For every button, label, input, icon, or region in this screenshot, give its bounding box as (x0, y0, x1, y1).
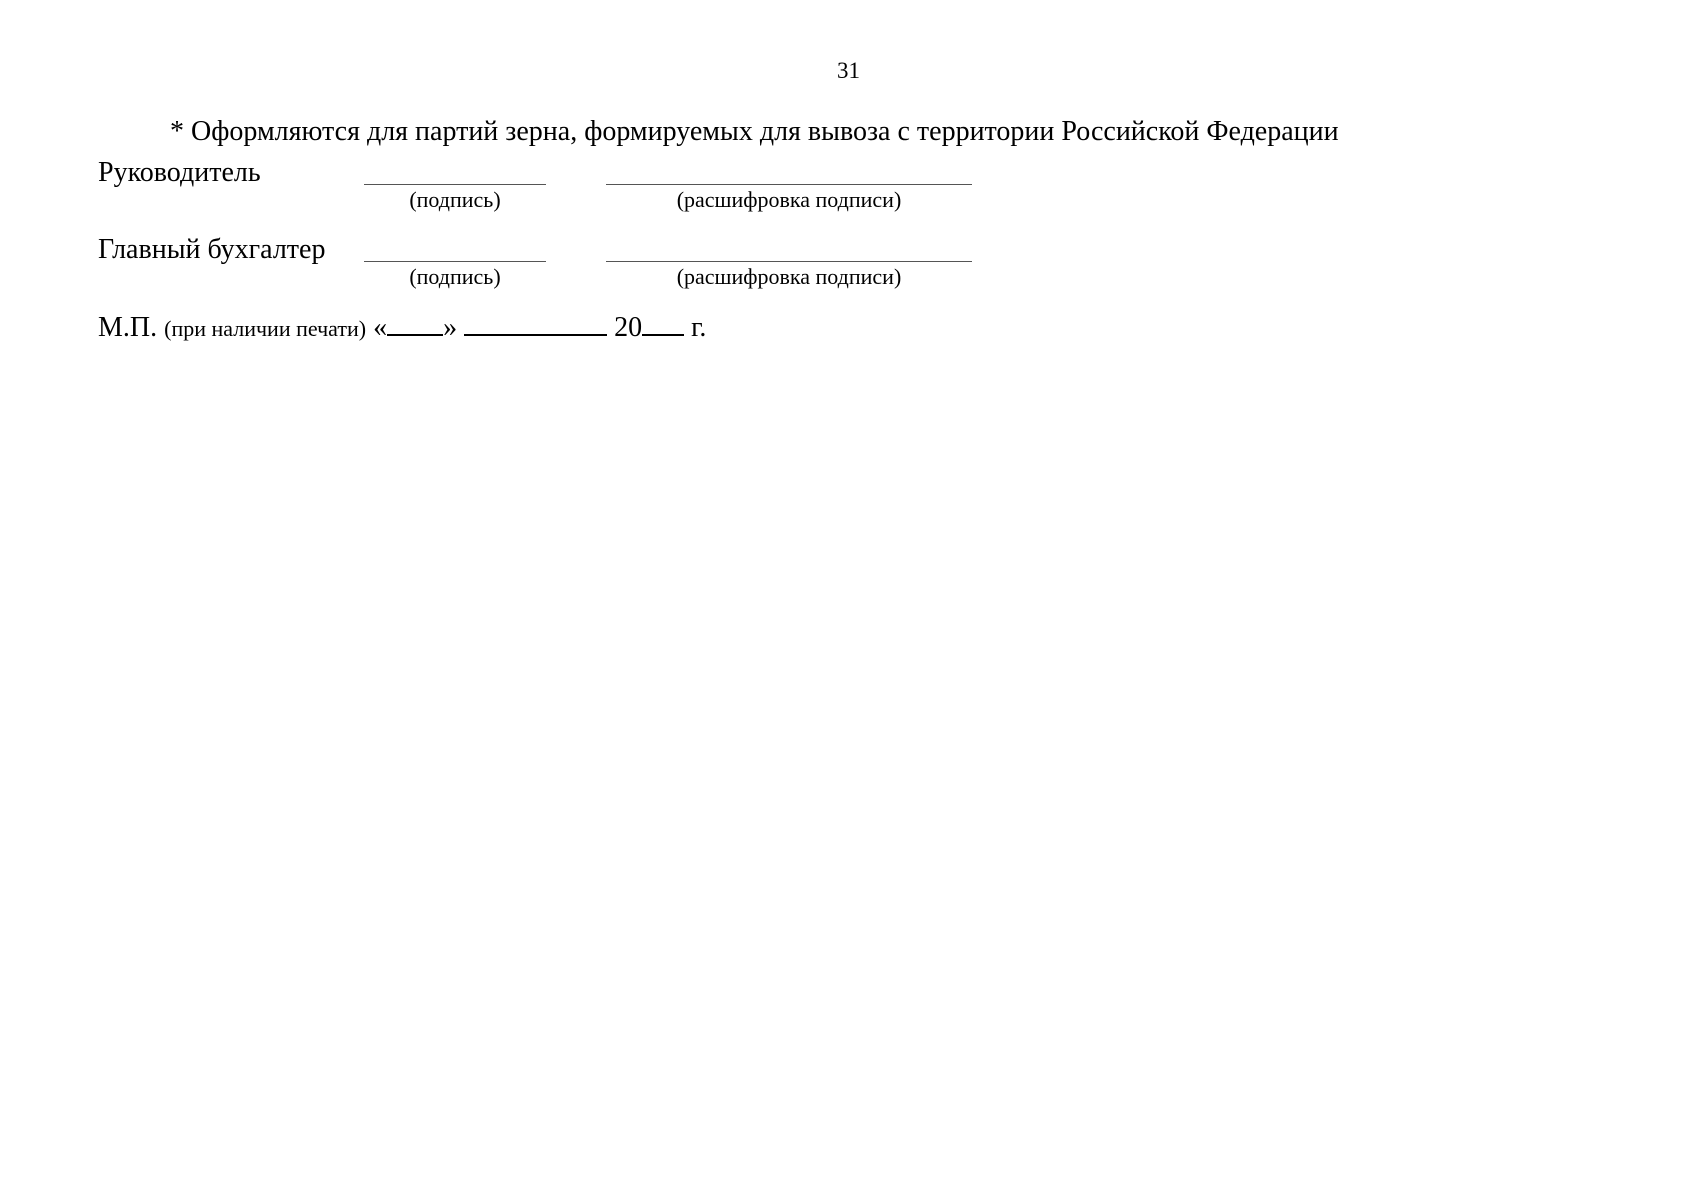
signature-decoding-line (606, 184, 972, 185)
signature-caption: (подпись) (409, 187, 501, 212)
day-blank (387, 310, 443, 336)
year-prefix: 20 (614, 312, 643, 343)
signature-role-label: Руководитель (98, 157, 261, 188)
signature-decoding-line (606, 261, 972, 262)
year-blank (642, 310, 684, 336)
page-number: 31 (837, 58, 860, 83)
month-blank (464, 310, 607, 336)
signature-decoding-caption: (расшифровка подписи) (676, 187, 902, 212)
signature-line (364, 261, 546, 262)
footnote-text: * Оформляются для партий зерна, формируемых для вывоза с территории Российской Федерации (170, 116, 1339, 147)
signature-caption: (подпись) (409, 264, 501, 289)
stamp-date-row (98, 310, 706, 347)
signature-decoding-caption: (расшифровка подписи) (676, 264, 902, 289)
stamp-label: М.П. (98, 312, 158, 343)
year-suffix: г. (691, 312, 707, 343)
signature-role-label: Главный бухгалтер (98, 234, 326, 265)
stamp-note: (при наличии печати) (164, 316, 367, 341)
open-quote: « (373, 312, 388, 343)
signature-line (364, 184, 546, 185)
close-quote: » (443, 312, 458, 343)
